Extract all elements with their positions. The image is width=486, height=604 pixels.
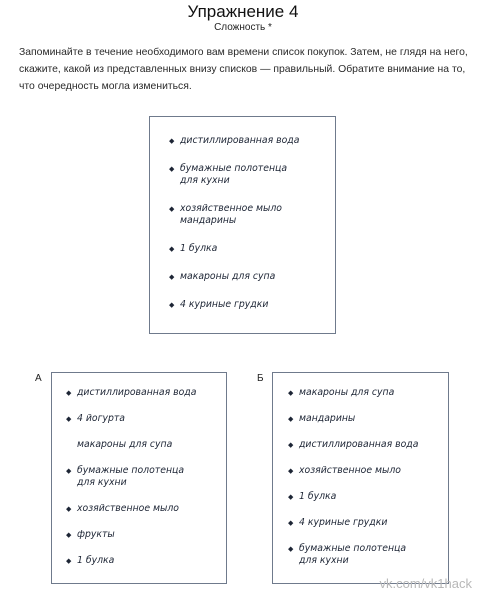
list-item [288, 517, 418, 529]
list-item [169, 271, 299, 283]
list-item-text: ◆ 1 булка [180, 243, 218, 254]
list-item [288, 413, 418, 425]
list-item-text: ◆ фрукты [77, 529, 115, 540]
list-item [66, 555, 196, 567]
list-item [288, 387, 418, 399]
list-item-text: для кухни [299, 555, 349, 566]
option-a-list [66, 387, 196, 581]
watermark: vk.com/vk1hack [379, 576, 472, 591]
list-item-text: ◆ хозяйственное мыло [180, 203, 282, 214]
list-item [288, 439, 418, 451]
list-item-text: ◆ 1 булка [299, 491, 337, 502]
list-item [66, 465, 196, 489]
list-item-text: мандарины [180, 215, 237, 226]
list-item-text: ◆ 4 куриные грудки [180, 299, 269, 310]
list-item [288, 491, 418, 503]
list-item-text: ◆ 4 куриные грудки [299, 517, 388, 528]
list-item [169, 299, 299, 311]
list-item-text: ◆ дистиллированная вода [299, 439, 419, 450]
list-item-text: для кухни [180, 175, 230, 186]
list-item [288, 465, 418, 477]
list-item-text: ◆ бумажные полотенца [299, 543, 407, 554]
list-item [66, 439, 196, 451]
list-item-text: ◆ 4 йогурта [77, 413, 126, 424]
difficulty-label: Сложность * [214, 22, 272, 33]
option-a-box [51, 372, 227, 584]
list-item-text: макароны для супа [77, 439, 173, 450]
option-a-label: А [35, 373, 42, 384]
list-item-text: ◆ макароны для супа [299, 387, 395, 398]
list-item [169, 203, 299, 227]
list-item [66, 387, 196, 399]
list-item [66, 529, 196, 541]
shopping-list [169, 135, 299, 327]
list-item [169, 243, 299, 255]
list-item-text: ◆ 1 булка [77, 555, 115, 566]
list-item-text: для кухни [77, 477, 127, 488]
list-item-text: ◆ бумажные полотенца [180, 163, 288, 174]
page-title: Упражнение 4 [187, 2, 299, 21]
list-item-text: ◆ дистиллированная вода [180, 135, 300, 146]
option-b-box [272, 372, 449, 584]
list-item-text: ◆ хозяйственное мыло [299, 465, 401, 476]
list-item-text: ◆ дистиллированная вода [77, 387, 197, 398]
shopping-list-box [149, 116, 336, 334]
option-b-label: Б [257, 373, 264, 384]
instructions-text: Запоминайте в течение необходимого вам времени список покупок. Затем, не глядя на него, скажите, какой из представленных внизу списков — правильный. Обратите внимание на то, что очередность могла измениться. [19, 47, 468, 92]
list-item-text: ◆ мандарины [299, 413, 356, 424]
list-item-text: ◆ макароны для супа [180, 271, 276, 282]
list-item [66, 413, 196, 425]
option-b-list [288, 387, 418, 581]
list-item [169, 163, 299, 187]
list-item-text: ◆ хозяйственное мыло [77, 503, 179, 514]
list-item [169, 135, 299, 147]
list-item [288, 543, 418, 567]
list-item [66, 503, 196, 515]
list-item-text: ◆ бумажные полотенца [77, 465, 185, 476]
